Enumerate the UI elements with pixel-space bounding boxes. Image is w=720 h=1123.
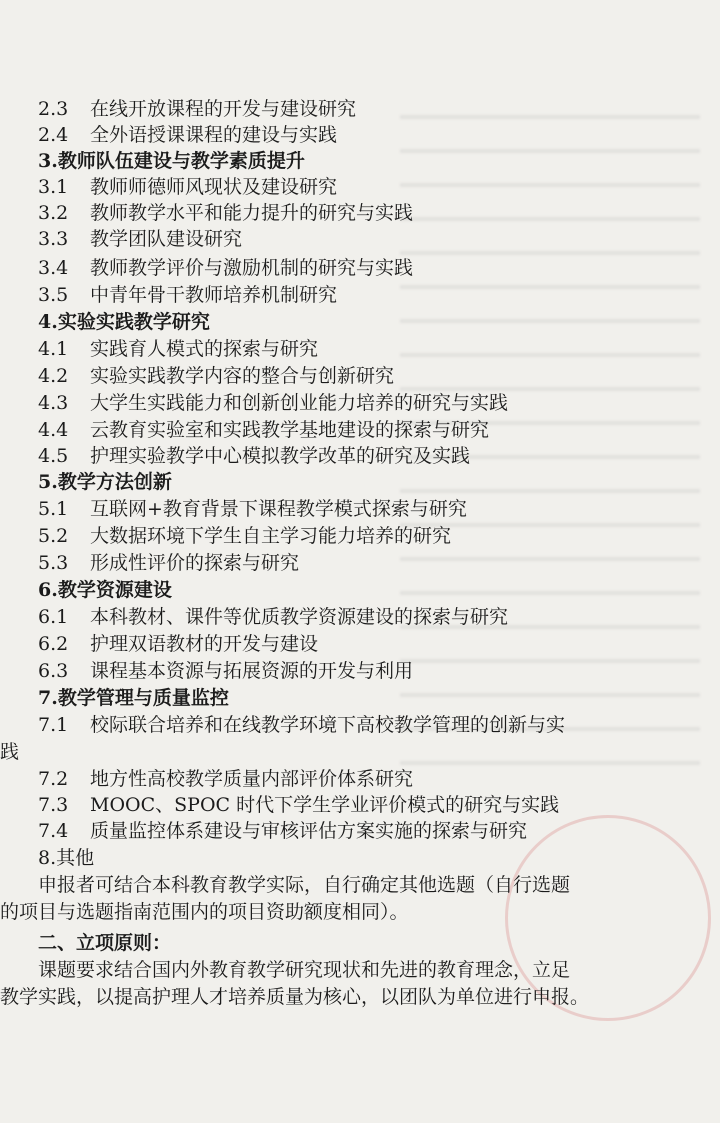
item-number: 6.2 — [38, 633, 69, 655]
item-text: 全外语授课课程的建设与实践 — [90, 124, 338, 146]
item-number: 7.4 — [38, 820, 69, 842]
item-text: 教师教学评价与激励机制的研究与实践 — [90, 257, 414, 279]
list-item — [38, 122, 337, 148]
list-item — [38, 363, 394, 389]
item-number: 4.3 — [38, 392, 69, 414]
paragraph-line: 教学实践，以提高护理人才培养质量为核心，以团队为单位进行申报。 — [0, 986, 590, 1008]
item-number: 6.1 — [38, 606, 69, 628]
list-item — [38, 226, 242, 252]
item-text: 本科教材、课件等优质教学资源建设的探索与研究 — [90, 606, 509, 628]
item-number: 3.5 — [38, 284, 69, 306]
item-text: 教师教学水平和能力提升的研究与实践 — [90, 202, 414, 224]
section-heading: 8.其他 — [38, 847, 95, 869]
item-number: 5.3 — [38, 552, 69, 574]
item-text: 形成性评价的探索与研究 — [90, 552, 300, 574]
item-text: 实验实践教学内容的整合与创新研究 — [90, 365, 395, 387]
item-text: 校际联合培养和在线教学环境下高校教学管理的创新与实 — [90, 714, 566, 736]
item-number: 7.1 — [38, 714, 69, 736]
list-item — [38, 523, 451, 549]
item-number: 4.4 — [38, 419, 69, 441]
list-item — [38, 255, 413, 281]
item-text: 大学生实践能力和创新创业能力培养的研究与实践 — [90, 392, 509, 414]
item-text: 课程基本资源与拓展资源的开发与利用 — [90, 660, 414, 682]
list-item — [38, 96, 356, 122]
item-number: 2.3 — [38, 98, 69, 120]
paragraph-line: 申报者可结合本科教育教学实际，自行确定其他选题（自行选题 — [38, 874, 571, 896]
item-text: 护理实验教学中心模拟教学改革的研究及实践 — [90, 445, 471, 467]
item-number: 6.3 — [38, 660, 69, 682]
item-number: 3.4 — [38, 257, 69, 279]
item-text: 教学团队建设研究 — [90, 228, 243, 250]
section-heading: 4.实验实践教学研究 — [38, 311, 210, 333]
item-text: 互联网+教育背景下课程教学模式探索与研究 — [90, 498, 467, 520]
list-item — [38, 200, 413, 226]
list-item — [38, 174, 337, 200]
list-item — [38, 631, 318, 657]
list-item — [38, 712, 565, 738]
item-text: 护理双语教材的开发与建设 — [90, 633, 319, 655]
item-number: 7.2 — [38, 768, 69, 790]
item-text: 实践育人模式的探索与研究 — [90, 338, 319, 360]
paragraph-line: 课题要求结合国内外教育教学研究现状和先进的教育理念，立足 — [38, 959, 571, 981]
list-item — [38, 443, 470, 469]
item-number: 4.2 — [38, 365, 69, 387]
section-heading: 5.教学方法创新 — [38, 471, 172, 493]
list-item — [38, 792, 559, 818]
list-item — [38, 282, 337, 308]
item-text: 地方性高校教学质量内部评价体系研究 — [90, 768, 414, 790]
list-item — [38, 604, 508, 630]
item-number: 3.3 — [38, 228, 69, 250]
item-number: 3.1 — [38, 176, 69, 198]
list-item — [38, 818, 527, 844]
list-item — [38, 550, 299, 576]
section-heading: 3.教师队伍建设与教学素质提升 — [38, 150, 305, 172]
paragraph-line: 的项目与选题指南范围内的项目资助额度相同）。 — [0, 901, 409, 923]
item-number: 3.2 — [38, 202, 69, 224]
list-item — [38, 417, 489, 443]
section-heading: 7.教学管理与质量监控 — [38, 687, 229, 709]
item-text: 教师师德师风现状及建设研究 — [90, 176, 338, 198]
list-item — [38, 496, 467, 522]
item-number: 4.5 — [38, 445, 69, 467]
item-text: 在线开放课程的开发与建设研究 — [90, 98, 357, 120]
list-item — [38, 766, 413, 792]
item-number: 7.3 — [38, 794, 69, 816]
item-text: MOOC、SPOC 时代下学生学业评价模式的研究与实践 — [90, 794, 560, 816]
section-heading: 6.教学资源建设 — [38, 579, 172, 601]
item-text: 云教育实验室和实践教学基地建设的探索与研究 — [90, 419, 490, 441]
list-item — [38, 336, 318, 362]
item-number: 5.1 — [38, 498, 69, 520]
item-number: 5.2 — [38, 525, 69, 547]
item-number: 4.1 — [38, 338, 69, 360]
item-text: 大数据环境下学生自主学习能力培养的研究 — [90, 525, 452, 547]
list-item — [38, 658, 413, 684]
item-text-wrap: 践 — [0, 741, 20, 763]
list-item — [38, 390, 508, 416]
item-text: 质量监控体系建设与审核评估方案实施的探索与研究 — [90, 820, 528, 842]
item-text: 中青年骨干教师培养机制研究 — [90, 284, 338, 306]
section-title: 二、立项原则： — [38, 932, 172, 954]
item-number: 2.4 — [38, 124, 69, 146]
